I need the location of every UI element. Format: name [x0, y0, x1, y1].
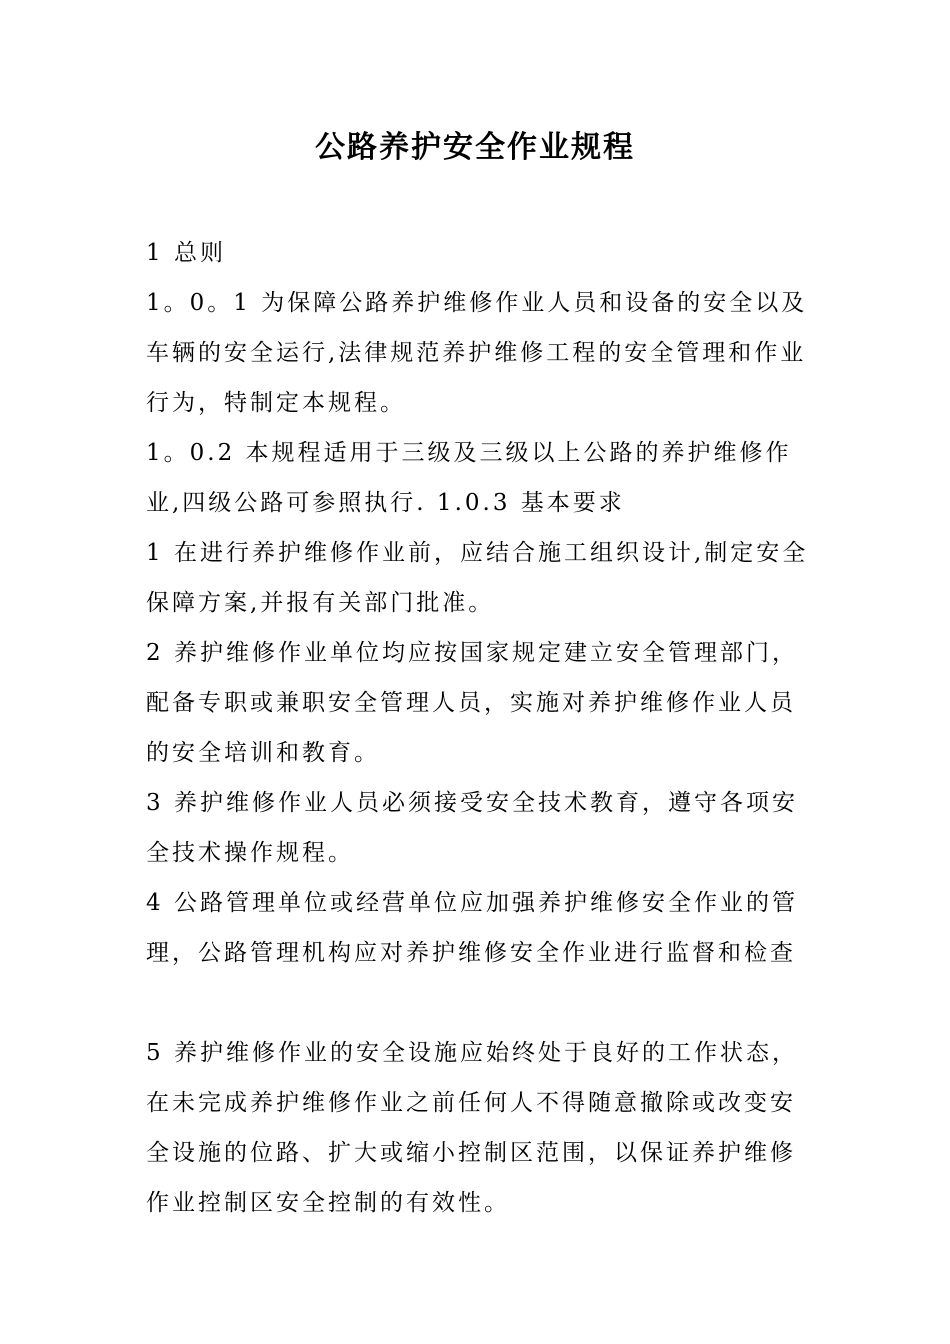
requirement-item-4: 4 公路管理单位或经营单位应加强养护维修安全作业的管理，公路管理机构应对养护维修安全作业进行监督和检查 [146, 890, 798, 966]
requirement-item-3: 3 养护维修作业人员必须接受安全技术教育，遵守各项安全技术操作规程。 [146, 790, 798, 866]
requirement-item-1: 1 在进行养护维修作业前，应结合施工组织设计,制定安全保障方案,并报有关部门批准。 [146, 540, 809, 616]
section-heading-general: 1 总则 [146, 240, 226, 266]
requirement-item-2: 2 养护维修作业单位均应按国家规定建立安全管理部门，配备专职或兼职安全管理人员，实施对养护维修作业人员的安全培训和教育。 [146, 640, 798, 766]
paragraph-1-0-2: 1。0.2 本规程适用于三级及三级以上公路的养护维修作业,四级公路可参照执行. 1.0.3 基本要求 [146, 440, 792, 516]
document-title: 公路养护安全作业规程 [315, 130, 635, 165]
document-body [146, 228, 816, 1228]
requirement-item-5: 5 养护维修作业的安全设施应始终处于良好的工作状态，在未完成养护维修作业之前任何人不得随意撤除或改变安全设施的位路、扩大或缩小控制区范围，以保证养护维修作业控制区安全控制的有效性。 [146, 1040, 798, 1216]
paragraph-1-0-1: 1。0。1 为保障公路养护维修作业人员和设备的安全以及车辆的安全运行,法律规范养护维修工程的安全管理和作业行为，特制定本规程。 [146, 290, 808, 416]
